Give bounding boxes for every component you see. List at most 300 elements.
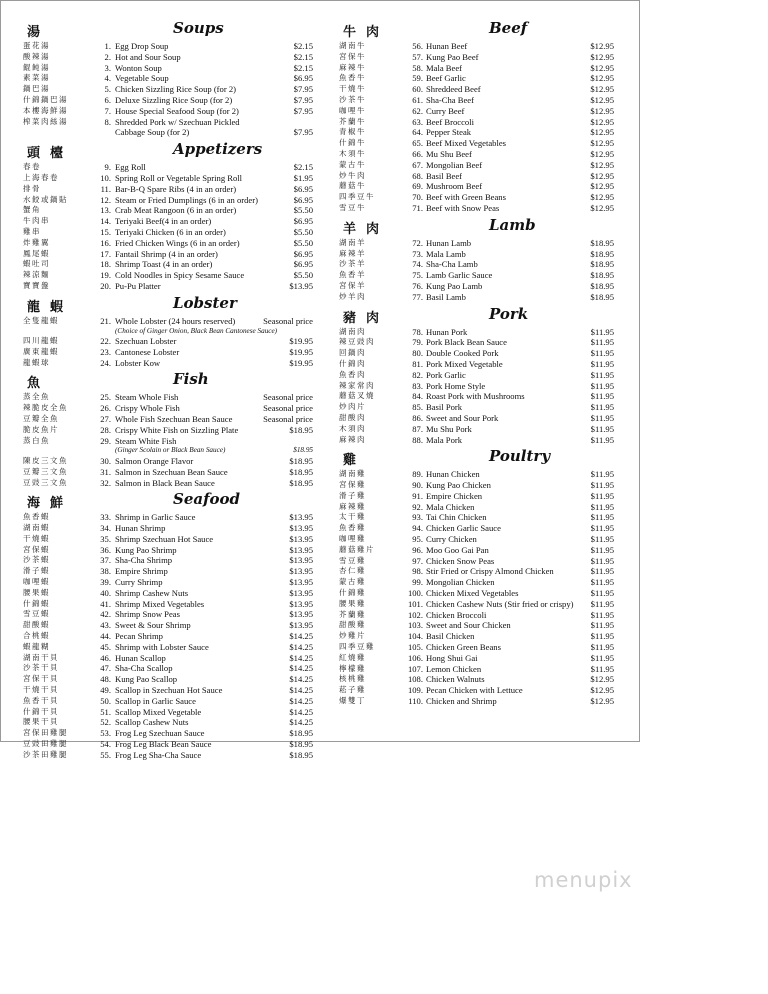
item-price: $11.95: [590, 598, 614, 609]
chinese-name: 甜酸蝦: [23, 620, 50, 630]
item-price: $14.25: [289, 685, 313, 696]
item-number: 33.: [100, 512, 111, 523]
item-price: $7.95: [293, 94, 313, 105]
item-number: 77.: [412, 291, 423, 302]
item-number: 25.: [100, 392, 111, 403]
item-name: Beef with Green Beans: [426, 192, 506, 203]
item-number: 30.: [100, 455, 111, 466]
item-number: 57.: [412, 51, 423, 62]
item-price: $11.95: [590, 412, 614, 423]
menu-item: [23, 84, 313, 95]
item-number: 5.: [104, 84, 111, 95]
chinese-name: 蘑菇雞片: [339, 544, 375, 554]
item-name: Chicken Broccoli: [426, 609, 487, 620]
menu-item: [339, 238, 614, 249]
item-name: Shrimp Cashew Nuts: [115, 587, 189, 598]
chinese-name: 排骨: [23, 183, 41, 193]
chinese-name: 炒雞片: [339, 631, 366, 641]
item-number: 78.: [412, 326, 423, 337]
chinese-name: 沙茶羊: [339, 259, 366, 269]
item-name: Chicken Mixed Vegetables: [426, 588, 519, 599]
item-number: 83.: [412, 380, 423, 391]
section-chinese-title: 牛肉: [343, 25, 390, 40]
item-number: 9.: [104, 162, 111, 173]
item-name: Sweet and Sour Chicken: [426, 620, 511, 631]
menu-item: [23, 127, 313, 138]
menu-item: [23, 642, 313, 653]
section-title: Pork: [489, 304, 529, 323]
chinese-name: 紅燒雞: [339, 652, 366, 662]
item-price: $11.95: [590, 631, 614, 642]
menu-item: [339, 63, 614, 74]
item-number: 97.: [412, 555, 423, 566]
item-price: $14.25: [289, 695, 313, 706]
item-price: $11.95: [590, 490, 614, 501]
chinese-name: 廣東龍蝦: [23, 346, 59, 356]
item-price: $18.95: [590, 248, 614, 259]
item-name: Egg Roll: [115, 162, 146, 173]
item-price: $11.95: [590, 402, 614, 413]
chinese-name: 雪豆雞: [339, 555, 366, 565]
item-name: Mongolian Chicken: [426, 577, 495, 588]
item-number: 27.: [100, 414, 111, 425]
item-price: Seasonal price: [263, 414, 313, 425]
item-number: 32.: [100, 477, 111, 488]
item-price: $11.95: [590, 555, 614, 566]
item-name: Sweet and Sour Pork: [426, 412, 499, 423]
section-chinese-title: 龍蝦: [27, 299, 74, 315]
item-price: $11.95: [590, 663, 614, 674]
menu-item: [23, 316, 313, 327]
menu-item: [23, 750, 313, 761]
item-name: Kung Pao Scallop: [115, 674, 178, 685]
item-name: Basil Chicken: [426, 631, 475, 642]
menu-item: [23, 347, 313, 358]
item-name: Kung Pao Chicken: [426, 480, 491, 491]
menu-item: [339, 73, 614, 84]
chinese-name: 蒙古牛: [339, 159, 366, 169]
item-name: Sha-Cha Lamb: [426, 259, 478, 270]
menu-item: [23, 728, 313, 739]
chinese-name: 餛飩湯: [23, 62, 50, 72]
menu-item: [23, 106, 313, 117]
chinese-name: 麻辣肉: [339, 434, 366, 444]
menu-item: [339, 480, 614, 491]
item-price: $11.95: [590, 469, 614, 480]
item-price: $13.95: [289, 512, 313, 523]
section-title: Seafood: [173, 490, 241, 509]
item-number: 104.: [407, 631, 423, 642]
item-number: 3.: [104, 62, 111, 73]
chinese-name: 咖哩雞: [339, 534, 366, 544]
chinese-name: 魚香羊: [339, 270, 366, 280]
item-name: Chicken and Shrimp: [426, 696, 497, 707]
watermark: menupix: [534, 868, 633, 892]
item-number: 35.: [100, 533, 111, 544]
item-number: 94.: [412, 523, 423, 534]
item-name: Shrimp with Lobster Sauce: [115, 641, 209, 652]
item-number: 62.: [412, 105, 423, 116]
item-name: Fried Chicken Wings (6 in an order): [115, 237, 240, 248]
menu-item: [23, 456, 313, 467]
item-number: 20.: [100, 280, 111, 291]
chinese-name: 宮保蝦: [23, 544, 50, 554]
item-price: $18.95: [289, 466, 313, 477]
item-price: $11.95: [590, 588, 614, 599]
item-price: $11.95: [590, 423, 614, 434]
item-name: Crab Meat Rangoon (6 in an order): [115, 205, 237, 216]
item-number: 14.: [100, 216, 111, 227]
chinese-name: 麻辣雞: [339, 501, 366, 511]
item-price: $18.95: [590, 270, 614, 281]
item-price: $18.95: [590, 259, 614, 270]
item-name: Curry Shrimp: [115, 577, 163, 588]
menu-item: [23, 281, 313, 292]
menu-item: [23, 227, 313, 238]
item-number: 80.: [412, 348, 423, 359]
section-title: Appetizers: [173, 140, 263, 159]
menu-left-column: [23, 17, 313, 761]
item-price: $6.95: [293, 248, 313, 259]
item-price: Seasonal price: [263, 315, 313, 326]
chinese-name: 雞串: [23, 226, 41, 236]
item-number: 47.: [100, 663, 111, 674]
item-name: Cantonese Lobster: [115, 346, 180, 357]
menu-item: [23, 631, 313, 642]
item-price: $7.95: [293, 105, 313, 116]
item-name: Hunan Beef: [426, 41, 468, 51]
menu-item: [23, 446, 313, 456]
item-number: 34.: [100, 523, 111, 534]
item-number: 54.: [100, 739, 111, 750]
item-name: Hunan Chicken: [426, 469, 480, 480]
chinese-name: 上海春卷: [23, 172, 59, 182]
item-number: 43.: [100, 620, 111, 631]
item-name: Mala Lamb: [426, 248, 466, 259]
chinese-name: 鍋巴湯: [23, 84, 50, 94]
chinese-name: 素菜湯: [23, 73, 50, 83]
item-price: $14.25: [289, 641, 313, 652]
menu-item: [23, 41, 313, 52]
section-header: [23, 17, 313, 41]
item-name: Fantail Shrimp (4 in an order): [115, 248, 218, 259]
chinese-name: 什錦肉: [339, 358, 366, 368]
item-name: Whole Lobster (24 hours reserved): [115, 315, 236, 326]
item-price: $5.50: [293, 270, 313, 281]
section-title: Lamb: [489, 215, 536, 234]
item-number: 75.: [412, 270, 423, 281]
menu-item: [339, 138, 614, 149]
item-number: 72.: [412, 237, 423, 248]
menu-item: [23, 173, 313, 184]
chinese-name: 湖南羊: [339, 237, 366, 247]
item-number: 87.: [412, 423, 423, 434]
item-number: 82.: [412, 369, 423, 380]
menu-item: [339, 106, 614, 117]
chinese-name: 爆雙丁: [339, 696, 366, 706]
item-number: 10.: [100, 172, 111, 183]
item-name: Steam White Fish: [115, 435, 177, 446]
section-lobster: [23, 292, 313, 369]
menu-item: [339, 381, 614, 392]
chinese-name: 魚香雞: [339, 523, 366, 533]
item-name: House Special Seafood Soup (for 2): [115, 105, 239, 116]
item-name: Salmon in Szechuan Bean Sauce: [115, 466, 228, 477]
menu-item: [23, 216, 313, 227]
item-number: 45.: [100, 641, 111, 652]
item-price: $13.95: [289, 566, 313, 577]
chinese-name: 雪豆蝦: [23, 609, 50, 619]
item-price: $12.95: [590, 192, 614, 203]
item-price: $11.95: [590, 380, 614, 391]
item-number: 101.: [407, 598, 423, 609]
item-number: 96.: [412, 544, 423, 555]
chinese-name: 蟹角: [23, 205, 41, 215]
item-name: Sha-Cha Scallop: [115, 663, 173, 674]
menu-item: [339, 249, 614, 260]
chinese-name: 豆瓣三文魚: [23, 466, 68, 476]
menu-item: [339, 545, 614, 556]
chinese-name: 辣豆豉肉: [339, 337, 375, 347]
item-name: Vegetable Soup: [115, 73, 169, 84]
menu-item: [23, 414, 313, 425]
chinese-name: 腰果雞: [339, 598, 366, 608]
item-price: $18.95: [289, 424, 313, 435]
item-name: Beef Mixed Vegetables: [426, 138, 507, 149]
item-price: $12.95: [590, 674, 614, 685]
chinese-name: 辣家常肉: [339, 380, 375, 390]
item-name: Mala Beef: [426, 62, 463, 73]
item-price: $12.95: [590, 696, 614, 707]
menu-item: [339, 512, 614, 523]
item-price: $13.95: [289, 523, 313, 534]
menu-item: [23, 467, 313, 478]
item-name: Salmon Orange Flavor: [115, 455, 194, 466]
item-name: Shrimp Toast (4 in an order): [115, 259, 213, 270]
chinese-name: 木須牛: [339, 148, 366, 158]
item-name: Empire Shrimp: [115, 566, 168, 577]
menu-item: [339, 203, 614, 214]
menu-item: [23, 327, 313, 337]
item-price: $7.95: [293, 127, 313, 138]
item-name: Basil Lamb: [426, 291, 466, 302]
item-number: 2.: [104, 51, 111, 62]
item-price: $18.95: [590, 280, 614, 291]
chinese-name: 咖哩蝦: [23, 577, 50, 587]
item-price: $11.95: [590, 326, 614, 337]
section-title: Fish: [173, 370, 209, 389]
item-number: 66.: [412, 148, 423, 159]
item-number: 22.: [100, 336, 111, 347]
item-number: 55.: [100, 749, 111, 760]
item-number: 44.: [100, 631, 111, 642]
item-name: Chicken Cashew Nuts (Stir fried or crispy): [426, 598, 574, 609]
chinese-name: 什錦鍋巴湯: [23, 94, 68, 104]
chinese-name: 蝦吐司: [23, 259, 50, 269]
section-title: Lobster: [173, 293, 237, 312]
chinese-name: 蘑菇牛: [339, 181, 366, 191]
item-number: 89.: [412, 469, 423, 480]
item-name: Beef with Snow Peas: [426, 202, 500, 213]
item-number: 68.: [412, 170, 423, 181]
item-number: 107.: [407, 663, 423, 674]
item-name: Hot and Sour Soup: [115, 51, 181, 62]
menu-item: [339, 281, 614, 292]
item-price: $14.25: [289, 717, 313, 728]
item-price: $6.95: [293, 194, 313, 205]
chinese-name: 魚香蝦: [23, 512, 50, 522]
item-price: $11.95: [590, 566, 614, 577]
item-price: $11.95: [590, 523, 614, 534]
menu-item: [339, 413, 614, 424]
item-number: 8.: [104, 116, 111, 127]
menu-item: [23, 259, 313, 270]
item-name: Deluxe Sizzling Rice Soup (for 2): [115, 94, 233, 105]
item-name: Chicken Garlic Sauce: [426, 523, 501, 534]
item-price: $6.95: [293, 73, 313, 84]
chinese-name: 宮保雞: [339, 480, 366, 490]
item-price: $12.95: [590, 170, 614, 181]
item-number: 6.: [104, 94, 111, 105]
section-chinese-title: 羊肉: [343, 221, 390, 237]
item-name: Kung Pao Shrimp: [115, 544, 177, 555]
section-header: [339, 445, 614, 469]
chinese-name: 水餃或鍋貼: [23, 194, 68, 204]
item-name: Cold Noodles in Spicy Sesame Sauce: [115, 270, 245, 281]
chinese-name: 芥蘭雞: [339, 609, 366, 619]
item-name: Kung Pao Lamb: [426, 280, 483, 291]
item-number: 15.: [100, 226, 111, 237]
menu-item: [339, 337, 614, 348]
item-number: 76.: [412, 280, 423, 291]
menu-item: [339, 566, 614, 577]
item-name: Frog Leg Sha-Cha Sauce: [115, 749, 202, 760]
item-price: $12.95: [590, 202, 614, 213]
section-chinese-title: 雞: [343, 453, 367, 469]
menu-item: [339, 181, 614, 192]
item-number: 49.: [100, 685, 111, 696]
chinese-name: 腰果干貝: [23, 717, 59, 727]
chinese-name: 什錦雞: [339, 588, 366, 598]
menu-item: [339, 192, 614, 203]
item-number: 42.: [100, 609, 111, 620]
item-price: $19.95: [289, 346, 313, 357]
menu-item: [339, 577, 614, 588]
menu-item: [23, 599, 313, 610]
item-name: Curry Beef: [426, 105, 465, 116]
menu-item: [339, 469, 614, 480]
item-number: 31.: [100, 466, 111, 477]
chinese-name: 滑子蝦: [23, 566, 50, 576]
item-name: Mala Chicken: [426, 501, 475, 512]
menu-item: [23, 436, 313, 447]
item-name: Lamb Garlic Sauce: [426, 270, 493, 281]
chinese-name: 蒙古雞: [339, 577, 366, 587]
item-price: $13.95: [289, 598, 313, 609]
menu-item: [23, 238, 313, 249]
item-price: $19.95: [289, 357, 313, 368]
menu-item: [23, 270, 313, 281]
menu-right-column: [339, 17, 614, 707]
item-price: $18.95: [293, 446, 313, 455]
item-number: 70.: [412, 192, 423, 203]
item-name: Cabbage Soup (for 2): [115, 127, 190, 138]
menu-item: [339, 327, 614, 338]
section-header: [339, 214, 614, 238]
item-name: Kung Pao Beef: [426, 51, 479, 62]
chinese-name: 干燒牛: [339, 84, 366, 94]
item-price: $11.95: [590, 369, 614, 380]
item-name: Scallop in Szechuan Hot Sauce: [115, 685, 223, 696]
chinese-name: 沙茶干貝: [23, 663, 59, 673]
item-price: $5.50: [293, 226, 313, 237]
menu-item: [23, 620, 313, 631]
chinese-name: 牛肉串: [23, 216, 50, 226]
chinese-name: 核桃雞: [339, 674, 366, 684]
chinese-name: 四川龍蝦: [23, 336, 59, 346]
item-price: $13.95: [289, 544, 313, 555]
menu-item: [23, 577, 313, 588]
section-header: [339, 303, 614, 327]
item-price: $11.95: [590, 577, 614, 588]
chinese-name: 青椒牛: [339, 127, 366, 137]
item-name: Roast Pork with Mushrooms: [426, 391, 525, 402]
item-price: $13.95: [289, 555, 313, 566]
item-name: Wonton Soup: [115, 62, 162, 73]
item-number: 103.: [407, 620, 423, 631]
item-name: Frog Leg Black Bean Sauce: [115, 739, 212, 750]
item-number: 59.: [412, 73, 423, 84]
item-name: Hunan Scallop: [115, 652, 166, 663]
item-price: $11.95: [590, 501, 614, 512]
menu-item: [23, 425, 313, 436]
item-name: Hong Shui Gai: [426, 652, 478, 663]
item-name: Bar-B-Q Spare Ribs (4 in an order): [115, 183, 237, 194]
item-number: 26.: [100, 403, 111, 414]
item-name: Sweet & Sour Shrimp: [115, 620, 191, 631]
item-price: $11.95: [590, 642, 614, 653]
item-name: Stir Fried or Crispy Almond Chicken: [426, 566, 554, 577]
item-price: $11.95: [590, 652, 614, 663]
section-chinese-title: 海鮮: [27, 496, 74, 512]
menu-item: [23, 534, 313, 545]
item-name: Shreddeed Beef: [426, 84, 481, 95]
item-price: $12.95: [590, 41, 614, 51]
chinese-name: 豆豉田雞腿: [23, 739, 68, 749]
item-name: Shrimp in Garlic Sauce: [115, 512, 196, 523]
item-name: Shrimp Mixed Vegetables: [115, 598, 205, 609]
menu-item: [339, 127, 614, 138]
item-name: Pork Black Bean Sauce: [426, 337, 507, 348]
menu-item: [23, 358, 313, 369]
chinese-name: 四季豆牛: [339, 192, 375, 202]
chinese-name: 豆豉三文魚: [23, 477, 68, 487]
item-price: $13.95: [289, 280, 313, 291]
chinese-name: 菘子雞: [339, 685, 366, 695]
chinese-name: 什錦干貝: [23, 706, 59, 716]
item-name: Double Cooked Pork: [426, 348, 499, 359]
item-name: Beef Broccoli: [426, 116, 474, 127]
section-title: Soups: [173, 19, 224, 37]
item-number: 39.: [100, 577, 111, 588]
item-price: $11.95: [590, 609, 614, 620]
item-number: 100.: [407, 588, 423, 599]
section-title: Poultry: [489, 447, 551, 466]
chinese-name: 回鍋肉: [339, 348, 366, 358]
item-number: 86.: [412, 412, 423, 423]
item-name: Spring Roll or Vegetable Spring Roll: [115, 172, 243, 183]
item-price: $19.95: [289, 336, 313, 347]
